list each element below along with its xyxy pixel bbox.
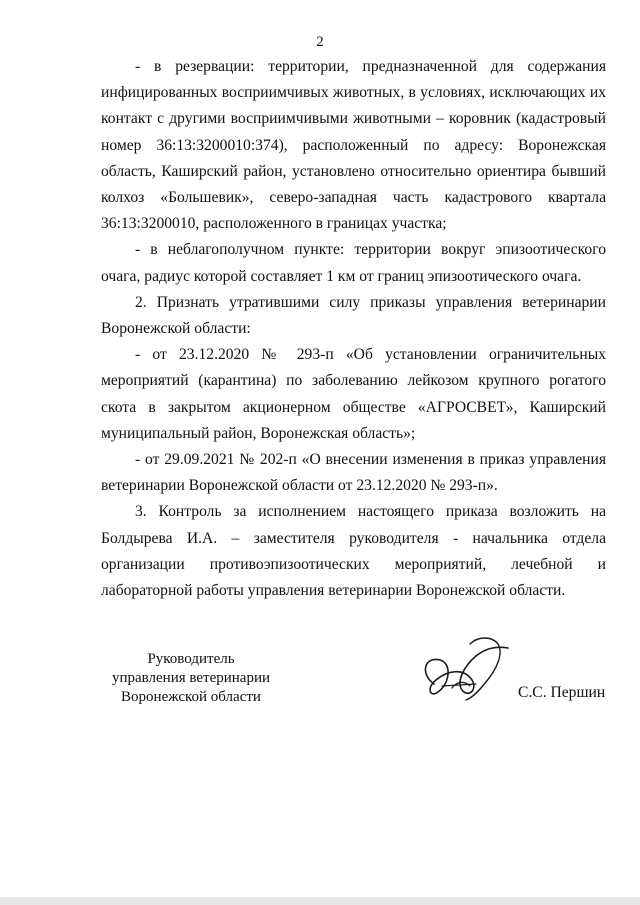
paragraph-reservation: - в резервации: территории, предназначенной для содержания инфицированных восприимчивых животных, в условиях, исключающих их контакт с другими восприимчивыми животными – коровник (кадастровый номер 36:13:3200010:374), расположенный по адресу: Воронежская область, Каширский район, установлено относительно ориентира бывший колхоз «Большевик», северо-западная часть кадастрового квартала 36:13:3200010, расположенного в границах участка; xyxy=(101,58,606,233)
paragraph-control: 3. Контроль за исполнением настоящего приказа возложить на Болдырева И.А. – заместителя руководителя - начальника отдела организации противоэпизоотических мероприятий, лечебной и лабораторной работы управления ветеринарии Воронежской области. xyxy=(101,503,606,600)
page-number: 2 xyxy=(316,34,324,50)
signatory-title-line: Воронежской области xyxy=(121,689,261,705)
scan-bottom-edge xyxy=(0,897,640,905)
signatory-title-line: Руководитель xyxy=(147,651,235,667)
handwritten-signature xyxy=(412,626,522,716)
signer-name: С.С. Першин xyxy=(518,684,606,701)
paragraph-order-293: - от 23.12.2020 № 293-п «Об установлении ограничительных мероприятий (карантина) по заболеванию лейкозом крупного рогатого скота в закрытом акционерном обществе «АГРОСВЕТ», Каширский муниципальный район, Воронежская область»; xyxy=(101,346,606,442)
paragraph-unfavorable-point: - в неблагополучном пункте: территории вокруг эпизоотического очага, радиус которой составляет 1 км от границ эпизоотического очага. xyxy=(101,241,606,285)
signatory-title xyxy=(101,650,281,707)
document-body xyxy=(101,54,606,604)
paragraph-order-202: - от 29.09.2021 № 202-п «О внесении изменения в приказ управления ветеринарии Воронежской области от 23.12.2020 № 293-п». xyxy=(101,451,606,495)
signatory-title-line: управления ветеринарии xyxy=(111,670,271,686)
paragraph-revoke-orders: 2. Признать утратившими силу приказы управления ветеринарии Воронежской области: xyxy=(101,293,606,338)
